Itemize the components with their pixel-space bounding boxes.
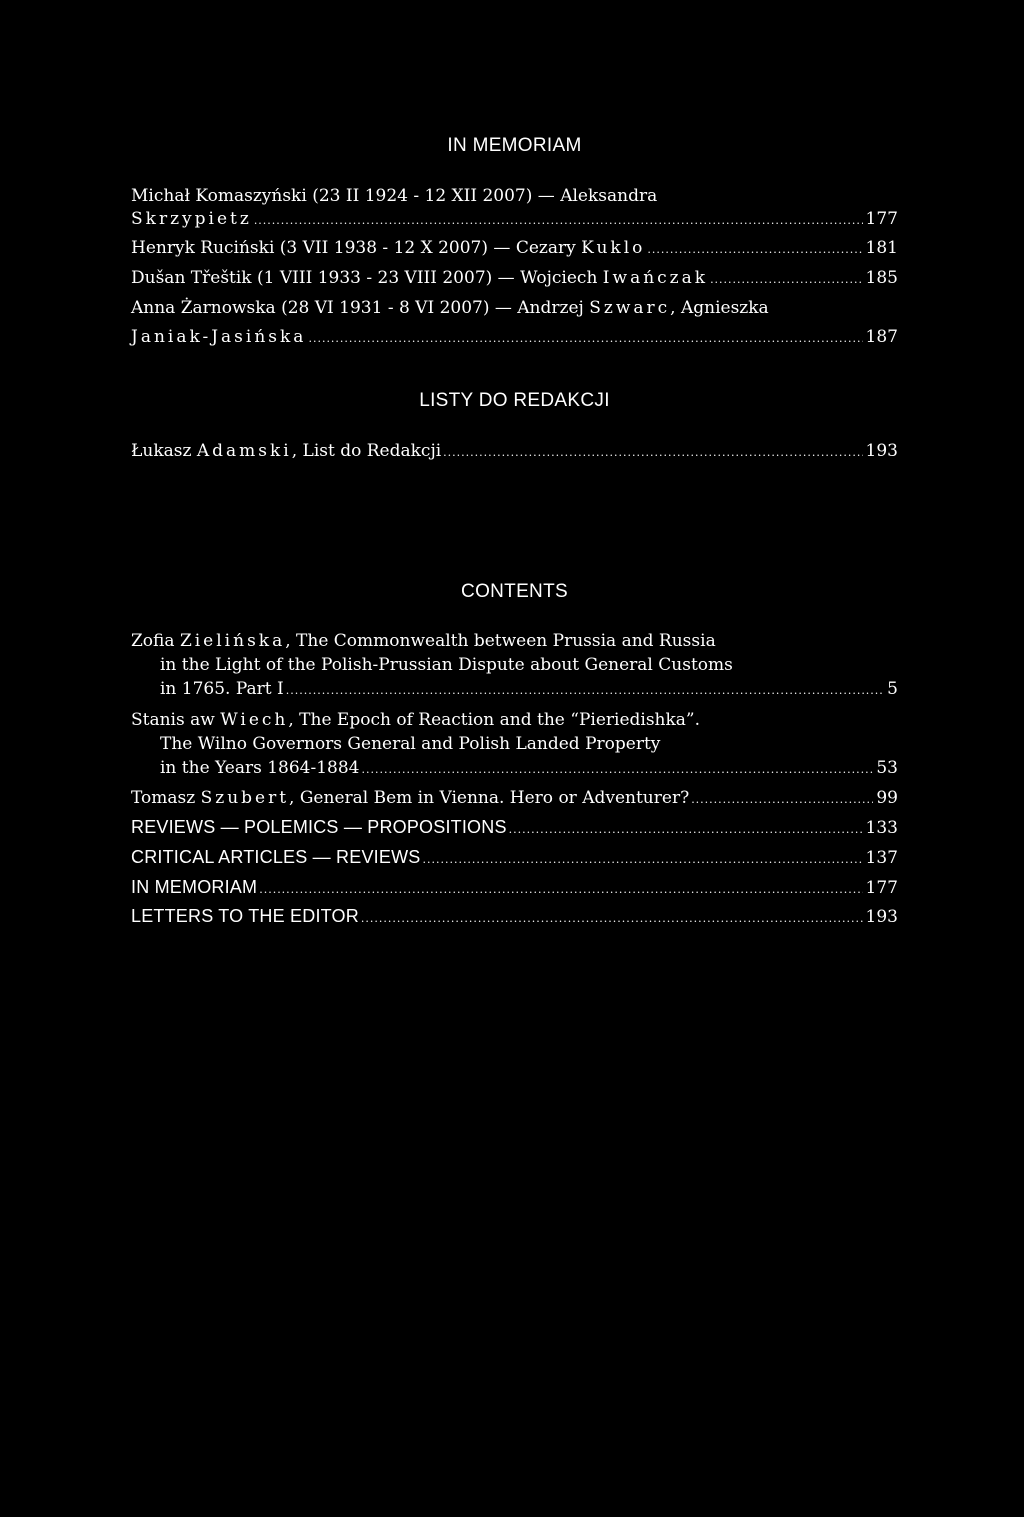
entry-title: Łukasz Adamski, List do Redakcji [131, 441, 442, 461]
entry-author: Adamski [196, 441, 292, 461]
entry-author: Skrzypietz [131, 209, 252, 229]
entry-title: Tomasz Szubert, General Bem in Vienna. Hero or Adventurer? [131, 788, 690, 808]
page-number: 137 [865, 848, 898, 868]
toc-entry-line [131, 439, 898, 463]
section-label: CRITICAL ARTICLES — REVIEWS [131, 847, 421, 867]
page-number: 99 [876, 788, 898, 808]
entry-author: Zielińska [179, 631, 286, 651]
dot-leader [308, 327, 862, 351]
page-number: 177 [865, 878, 898, 898]
toc-section-line [131, 815, 898, 839]
entry-title: Henryk Ruciński (3 VII 1938 - 12 X 2007) — Cezary Kuklo [131, 238, 646, 258]
toc-section-line [131, 875, 898, 899]
page-number: 193 [865, 907, 898, 927]
dot-leader [443, 441, 862, 465]
toc-entry-line: in the Light of the Polish-Prussian Dispute about General Customs [160, 655, 733, 675]
toc-entry-line [131, 236, 898, 260]
dot-leader [361, 907, 863, 931]
entry-author: Szwarc [589, 298, 671, 318]
toc-entry-line [131, 786, 898, 810]
page-number: 185 [865, 268, 898, 288]
toc-entry-line [131, 207, 898, 231]
entry-author: Kuklo [581, 238, 646, 258]
entry-author: Szubert [200, 788, 290, 808]
entry-title: Michał Komaszyński (23 II 1924 - 12 XII 2007) — Aleksandra [131, 186, 658, 206]
section-label: REVIEWS — POLEMICS — PROPOSITIONS [131, 817, 507, 837]
toc-entry-line: Zofia Zielińska, The Commonwealth between Prussia and Russia [131, 631, 716, 651]
toc-section-line [131, 845, 898, 869]
section-label: IN MEMORIAM [131, 877, 258, 897]
dot-leader [647, 238, 862, 262]
page-number: 187 [865, 327, 898, 347]
entry-author: Wiech [220, 710, 289, 730]
entry-title: Dušan Třeštik (1 VIII 1933 - 23 VIII 2007) — Wojciech Iwańczak [131, 268, 709, 288]
contents-heading: CONTENTS [461, 581, 568, 602]
entry-author: Iwańczak [602, 268, 709, 288]
toc-entry-line: Stanis aw Wiech, The Epoch of Reaction and the “Pieriedishka”. [131, 710, 701, 730]
dot-leader [259, 878, 862, 902]
page-number: 181 [865, 238, 898, 258]
entry-author: Janiak-Jasińska [131, 327, 307, 347]
toc-entry-line [131, 325, 898, 349]
section-label: LETTERS TO THE EDITOR [131, 906, 359, 926]
listy-heading: LISTY DO REDAKCJI [419, 390, 610, 411]
dot-leader [691, 788, 873, 812]
page-number: 177 [865, 209, 898, 229]
page-number: 5 [887, 679, 898, 699]
dot-leader [362, 758, 874, 782]
toc-entry-line [131, 184, 898, 208]
toc-entry-line: in the Years 1864-1884 ..... 53 [160, 756, 898, 780]
in-memoriam-heading: IN MEMORIAM [447, 135, 582, 156]
toc-entry-line: Anna Żarnowska (28 VI 1931 - 8 VI 2007) — Andrzej Szwarc, Agnieszka [131, 298, 769, 318]
page-number: 133 [865, 818, 898, 838]
toc-entry-line: in 1765. Part I ..... 5 [160, 677, 898, 701]
page-number: 53 [876, 758, 898, 778]
toc-entry-line [131, 266, 898, 290]
dot-leader [710, 268, 862, 292]
dot-leader [286, 679, 884, 703]
toc-section-line [131, 904, 898, 928]
dot-leader [422, 848, 862, 872]
dot-leader [254, 209, 863, 233]
page-number: 193 [865, 441, 898, 461]
toc-entry-line: The Wilno Governors General and Polish Landed Property [160, 734, 661, 754]
dot-leader [509, 818, 863, 842]
